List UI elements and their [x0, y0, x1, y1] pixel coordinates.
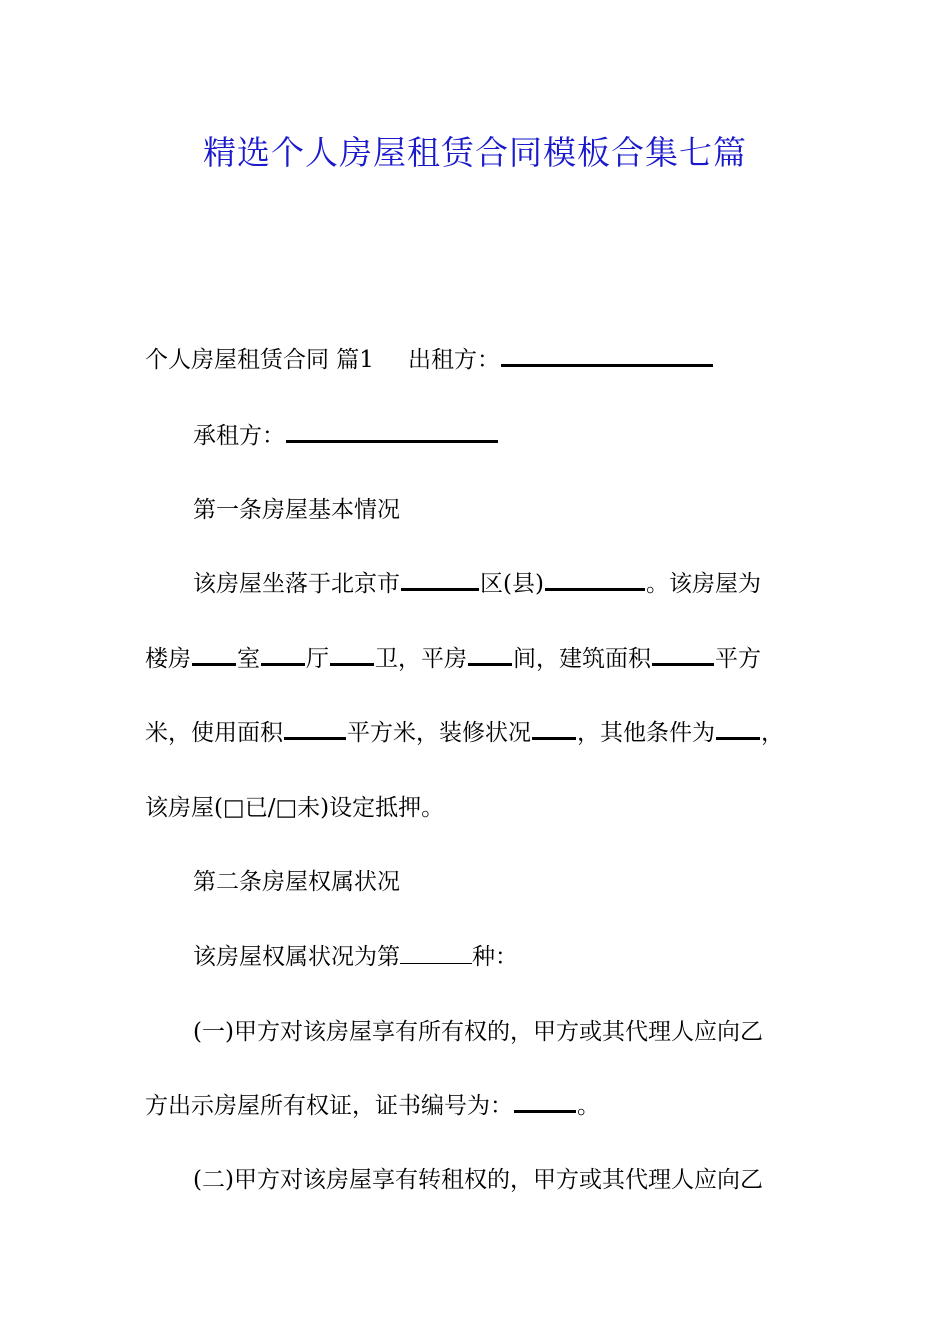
text-segment: 间，建筑面积	[513, 646, 651, 672]
blank	[192, 645, 236, 666]
district-blank	[401, 570, 479, 591]
text-segment: 楼房	[145, 646, 191, 672]
blank	[284, 719, 346, 740]
line-rooms	[145, 643, 825, 675]
text-segment: ，其他条件为	[577, 720, 715, 746]
article-1-heading: 第一条房屋基本情况	[193, 497, 400, 523]
text-segment: 方出示房屋所有权证，证书编号为：	[145, 1093, 513, 1119]
lessor-blank	[501, 346, 713, 367]
text-segment: 平方米，装修状况	[347, 720, 531, 746]
document-title: 精选个人房屋租赁合同模板合集七篇	[203, 133, 747, 172]
lessee-label: 承租方：	[193, 423, 285, 449]
article-2-heading: 第二条房屋权属状况	[193, 869, 400, 895]
line-party-b	[193, 420, 873, 452]
county-blank	[545, 570, 645, 591]
blank	[468, 645, 512, 666]
text-segment: 。	[577, 1093, 600, 1119]
text-segment: 室	[237, 646, 260, 672]
text-segment: 该房屋权属状况为第	[193, 944, 400, 970]
section-heading-1: 个人房屋租赁合同 篇1	[145, 347, 374, 373]
lessee-blank	[286, 422, 498, 443]
certificate-blank	[514, 1092, 576, 1113]
text-segment: 平方	[715, 646, 761, 672]
text-segment: 米，使用面积	[145, 720, 283, 746]
blank	[261, 645, 305, 666]
line-ownership-type	[193, 941, 873, 973]
text-segment: 区(县)	[480, 571, 544, 597]
blank	[400, 943, 472, 964]
line-location	[193, 568, 873, 600]
text-segment: 该房屋坐落于北京市	[193, 571, 400, 597]
blank	[652, 645, 714, 666]
blank	[716, 719, 760, 740]
text-segment: ，	[761, 720, 784, 746]
line-area	[145, 717, 825, 749]
line-certificate	[145, 1090, 825, 1122]
text-segment: 。该房屋为	[645, 571, 761, 597]
blank	[532, 719, 576, 740]
clause-1: (一)甲方对该房屋享有所有权的，甲方或其代理人应向乙	[193, 1019, 763, 1045]
text-segment: 种：	[472, 944, 518, 970]
clause-2: (二)甲方对该房屋享有转租权的，甲方或其代理人应向乙	[193, 1167, 763, 1193]
text-segment: 厅	[306, 646, 329, 672]
line-mortgage: 该房屋(□已/□未)设定抵押。	[145, 795, 445, 821]
blank	[330, 645, 374, 666]
text-segment: 卫，平房	[375, 646, 467, 672]
line-party-a	[145, 344, 825, 376]
lessor-label: 出租方：	[407, 347, 500, 373]
